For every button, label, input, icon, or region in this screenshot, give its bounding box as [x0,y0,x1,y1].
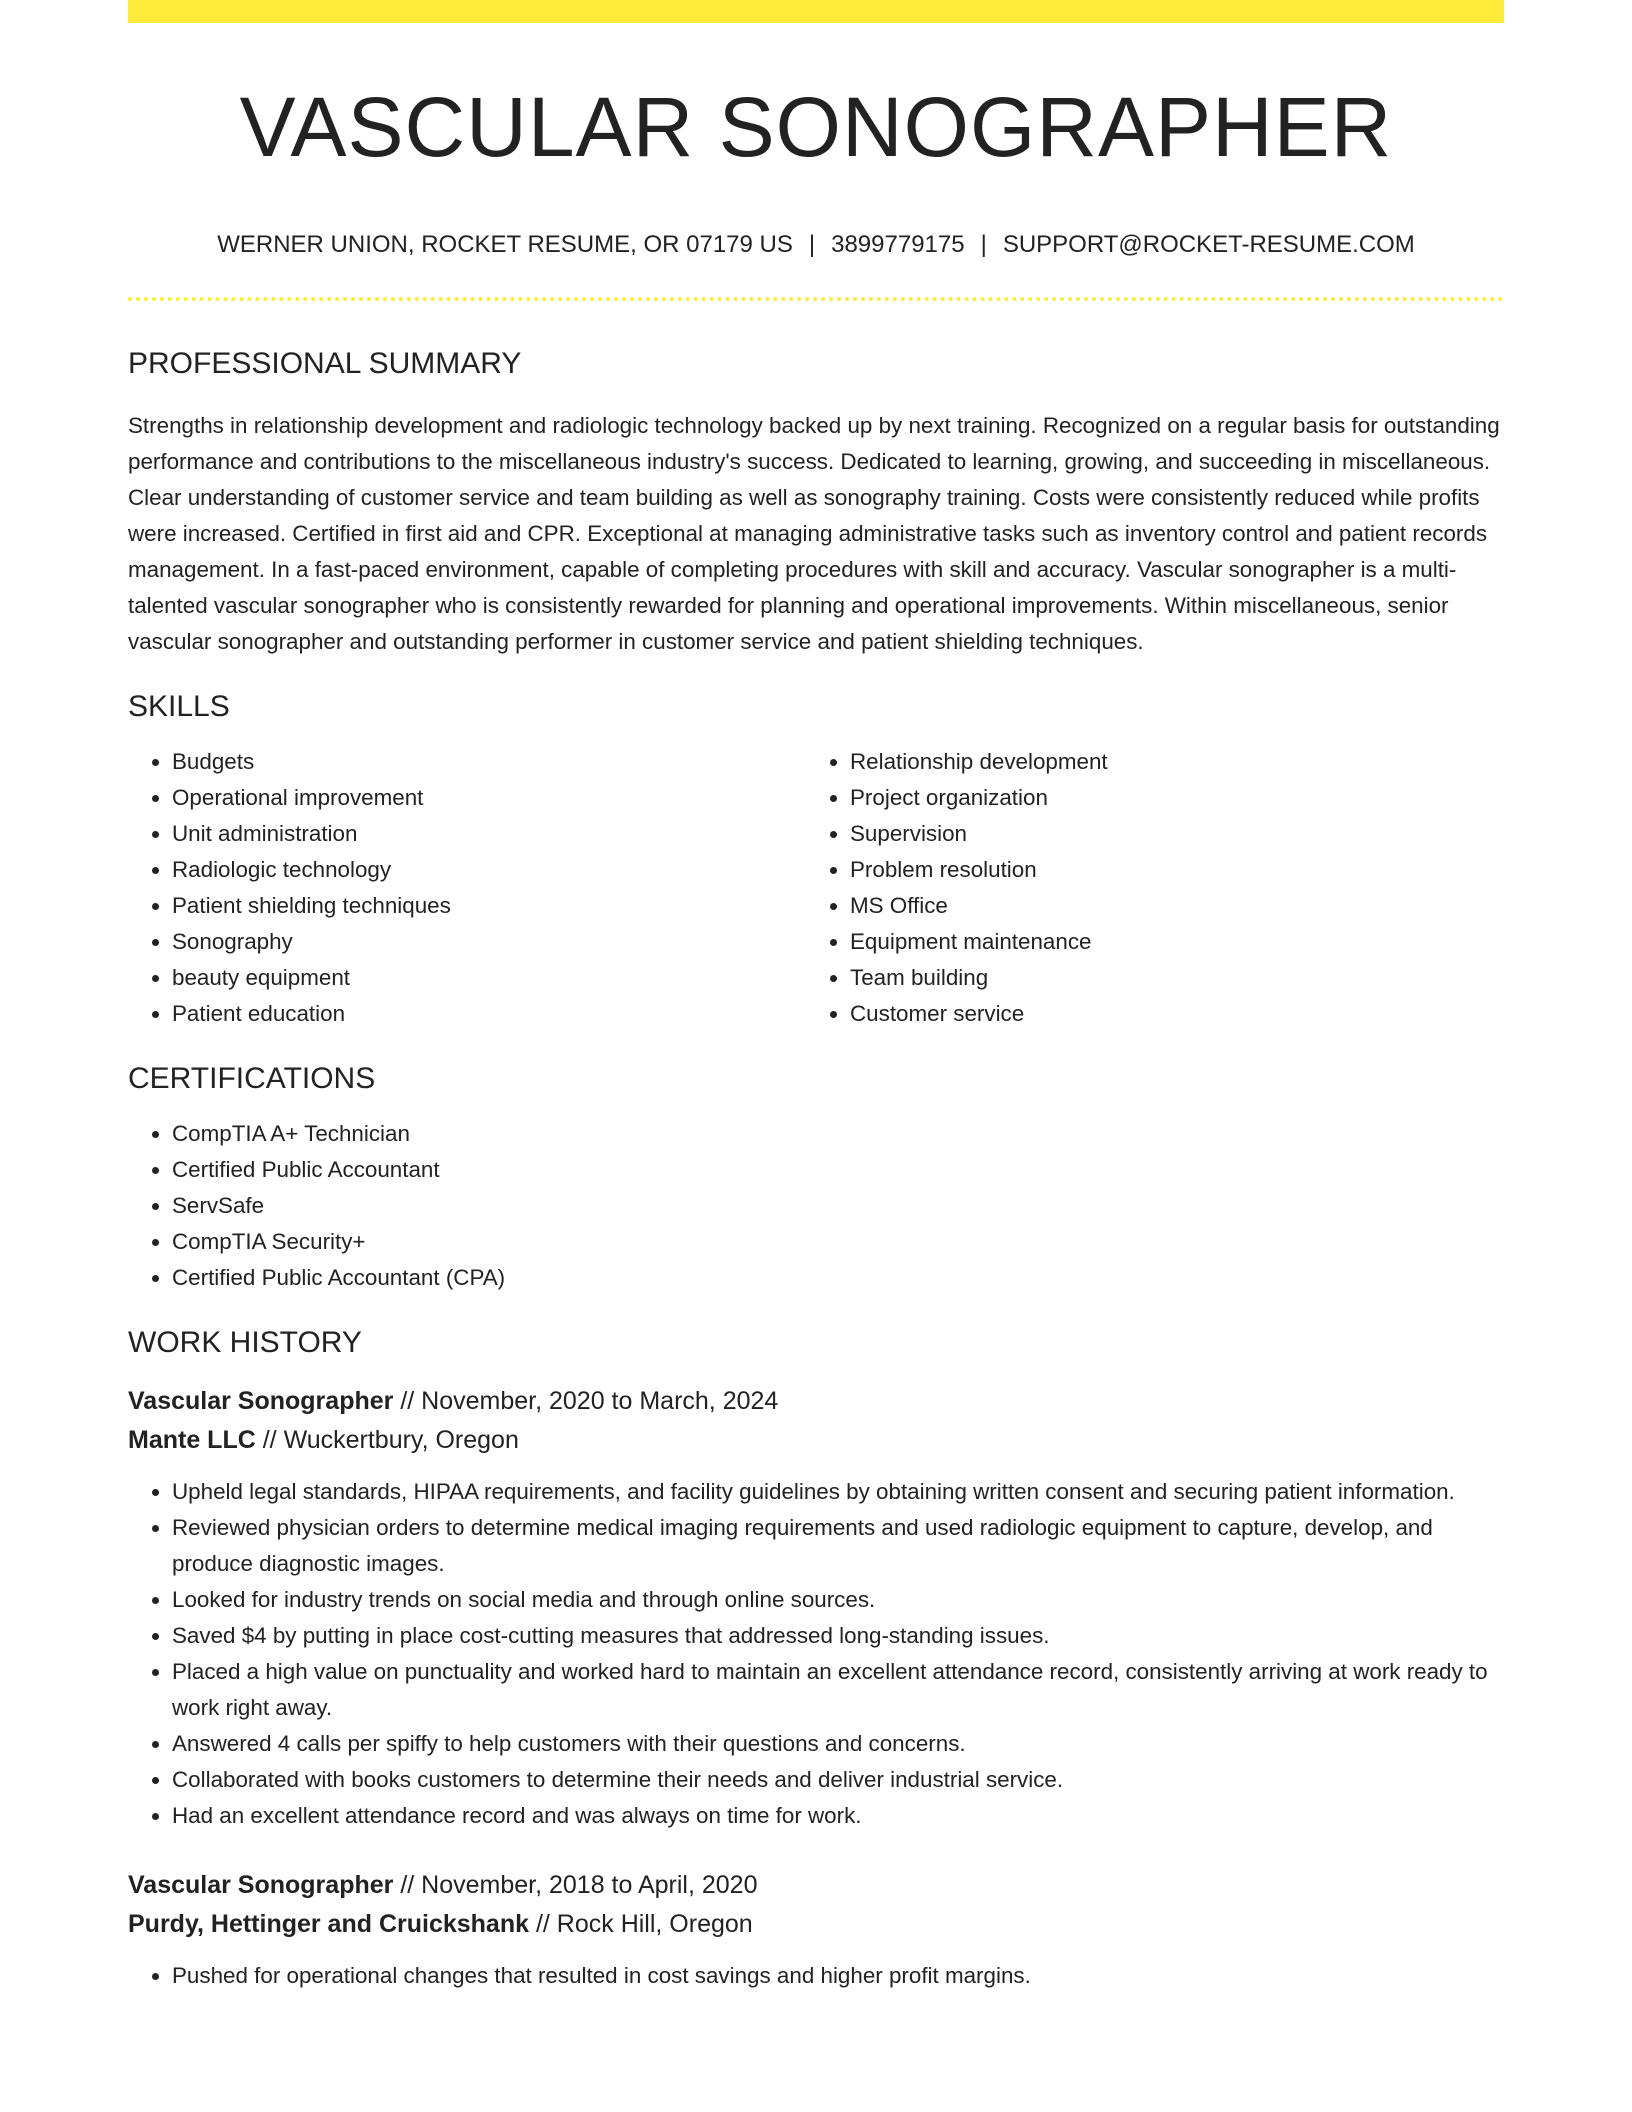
job-dates: // November, 2018 to April, 2020 [393,1871,758,1900]
job-entry [128,1382,1504,1834]
job-bullet: • Answered 4 calls per spiffy to help customers with their questions and concerns. [172,1726,1504,1762]
certification-item: • Certified Public Accountant [172,1152,1504,1188]
job-title-line [128,1866,1504,1905]
certification-item: • Certified Public Accountant (CPA) [172,1260,1504,1296]
job-location: // Wuckertbury, Oregon [255,1426,519,1455]
certification-item: • ServSafe [172,1188,1504,1224]
candidate-name: VASCULAR SONOGRAPHER [239,80,1393,174]
contact-email[interactable]: SUPPORT@ROCKET-RESUME.COM [1002,231,1415,259]
contact-address: WERNER UNION, ROCKET RESUME, OR 07179 US [217,231,793,259]
skill-item: • Sonography [172,924,806,960]
job-location: // Rock Hill, Oregon [529,1910,753,1939]
job-company-line [128,1905,1504,1944]
contact-phone: 3899779175 [831,231,965,259]
work-history-section [128,1326,1504,1994]
job-bullet: • Collaborated with books customers to determine their needs and deliver industrial service. [172,1762,1504,1798]
certification-item: • CompTIA Security+ [172,1224,1504,1260]
skill-item: • Equipment maintenance [850,924,1484,960]
job-bullets [128,1958,1504,1994]
certifications-heading: CERTIFICATIONS [128,1062,376,1096]
job-dates: // November, 2020 to March, 2024 [393,1387,779,1416]
job-title: Vascular Sonographer [128,1871,394,1900]
contact-separator: | [808,231,816,259]
contact-line [128,231,1504,259]
skill-item: • Unit administration [172,816,806,852]
skills-section [128,690,1504,1032]
job-company-line [128,1421,1504,1460]
job-bullet: • Reviewed physician orders to determine medical imaging requirements and used radiologic equipment to capture, develop, and produce diagnostic images. [172,1510,1504,1582]
skill-item: • Customer service [850,996,1484,1032]
skill-item: • Relationship development [850,744,1484,780]
accent-top-bar [128,0,1504,23]
job-bullet: • Had an excellent attendance record and was always on time for work. [172,1798,1504,1834]
job-bullet: • Saved $4 by putting in place cost-cutting measures that addressed long-standing issues. [172,1618,1504,1654]
job-bullet: • Upheld legal standards, HIPAA requirements, and facility guidelines by obtaining written consent and securing patient information. [172,1474,1504,1510]
summary-text: Strengths in relationship development and radiologic technology backed up by next training. Recognized on a regular basis for outstanding performance and contributions to the miscellaneous industry's success. Dedicated to learning, growing, and succeeding in miscellaneous. Clear understanding of customer service and team building as well as sonography training. Costs were consistently reduced while profits were increased. Certified in first aid and CPR. Exceptional at managing administrative tasks such as inventory control and patient records management. In a fast-paced environment, capable of completing procedures with skill and accuracy. Vascular sonographer is a multi-talented vascular sonographer who is consistently rewarded for planning and operational improvements. Within miscellaneous, senior vascular sonographer and outstanding performer in customer service and patient shielding techniques. [128,413,1500,655]
job-bullets [128,1474,1504,1834]
skill-item: • MS Office [850,888,1484,924]
skill-item: • Supervision [850,816,1484,852]
job-title: Vascular Sonographer [128,1387,394,1416]
job-bullet: • Placed a high value on punctuality and worked hard to maintain an excellent attendance record, consistently arriving at work ready to work right away. [172,1654,1504,1726]
skills-grid [128,744,1504,1032]
certifications-list [128,1116,1504,1296]
certifications-section [128,1062,1504,1296]
skill-item: • Team building [850,960,1484,996]
skill-item: • Budgets [172,744,806,780]
job-company: Mante LLC [128,1426,256,1455]
skill-item: • Patient education [172,996,806,1032]
summary-heading: PROFESSIONAL SUMMARY [128,347,522,381]
skill-item: • Patient shielding techniques [172,888,806,924]
skills-heading: SKILLS [128,690,230,724]
certification-item: • CompTIA A+ Technician [172,1116,1504,1152]
job-title-line [128,1382,1504,1421]
skills-column-2 [806,744,1484,1032]
skill-item: • beauty equipment [172,960,806,996]
dotted-divider [128,297,1504,301]
skills-column-1 [128,744,806,1032]
contact-separator: | [980,231,987,259]
skill-item: • Problem resolution [850,852,1484,888]
skill-item: • Radiologic technology [172,852,806,888]
resume-content [128,0,1504,1994]
skill-item: • Operational improvement [172,780,806,816]
work-history-heading: WORK HISTORY [128,1326,362,1360]
job-bullet: • Looked for industry trends on social media and through online sources. [172,1582,1504,1618]
skill-item: • Project organization [850,780,1484,816]
summary-section [128,347,1504,660]
job-company: Purdy, Hettinger and Cruickshank [128,1910,530,1939]
job-bullet: • Pushed for operational changes that resulted in cost savings and higher profit margins. [172,1958,1504,1994]
job-entry [128,1866,1504,1994]
